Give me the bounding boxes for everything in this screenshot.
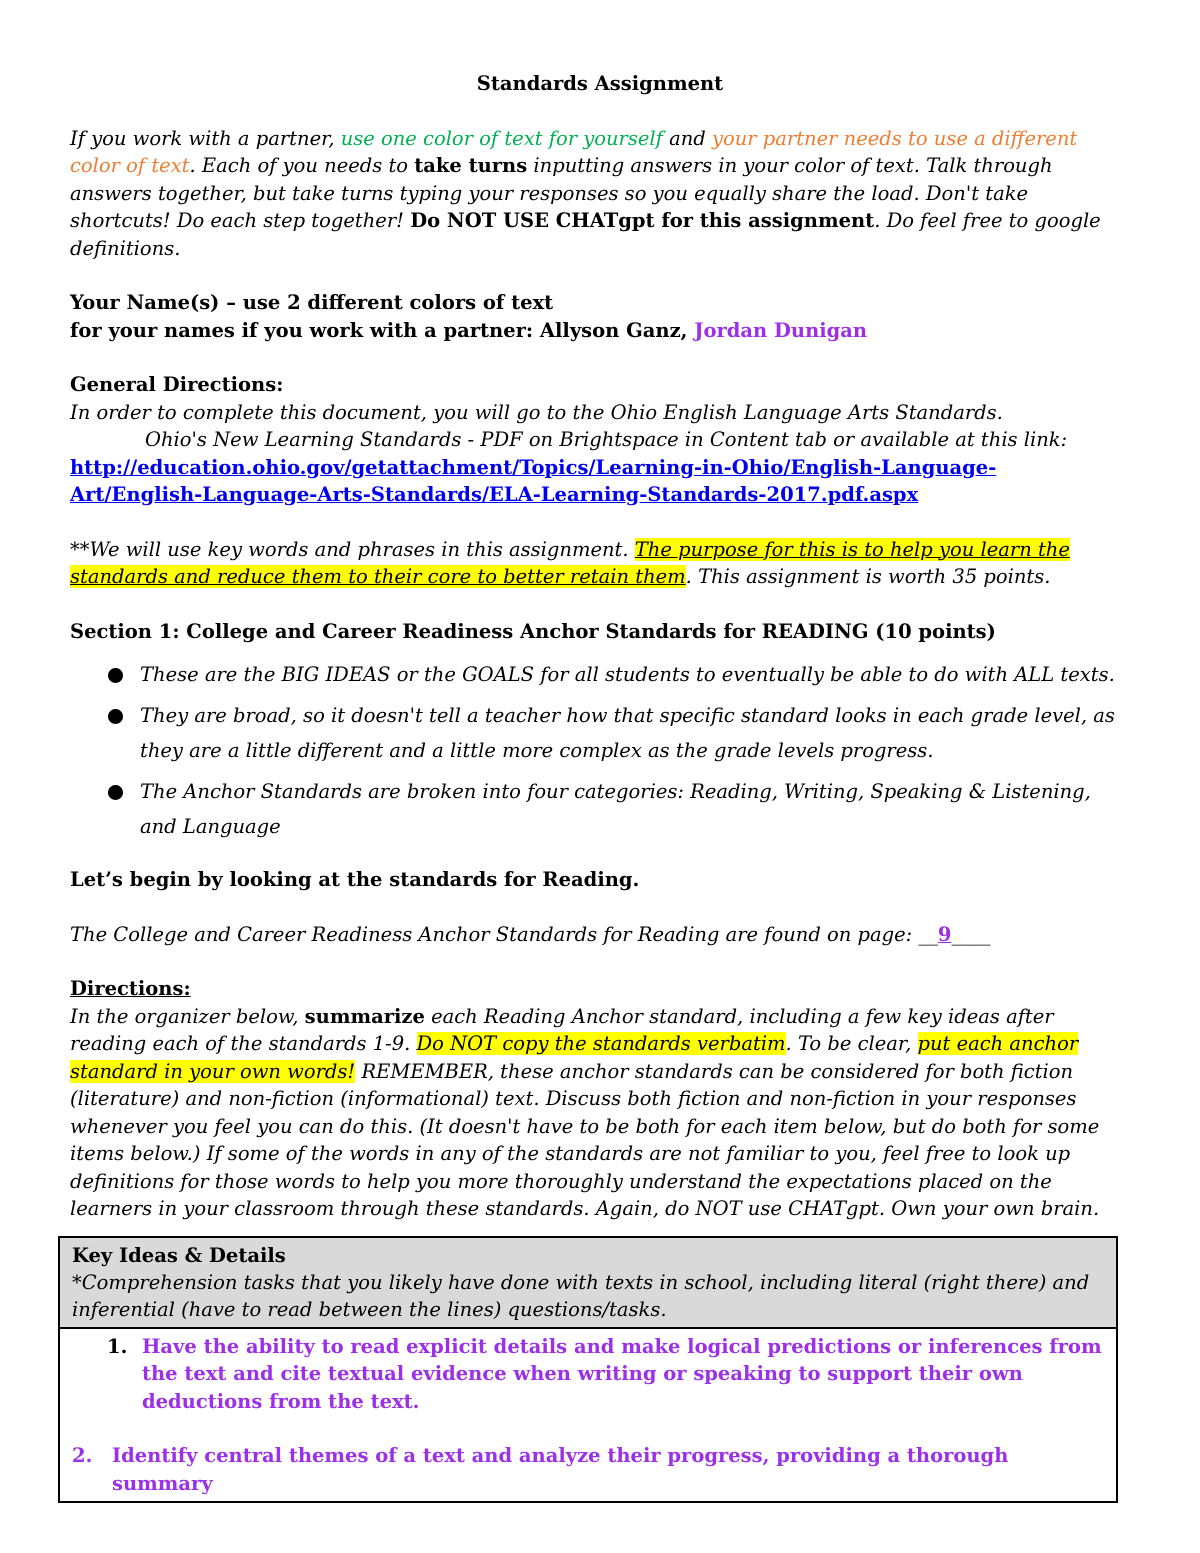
answer-item[interactable]: 2. Identify central themes of a text and analyze their progress, providing a thorough summary	[72, 1444, 1009, 1495]
names-label-line1: Your Name(s) – use 2 different colors of text	[70, 291, 554, 314]
bullet-dot-icon	[108, 709, 123, 724]
bullet-item: These are the BIG IDEAS or the GOALS for all students to eventually be able to do with ALL texts.	[70, 657, 1130, 692]
organizer-header	[59, 1237, 1117, 1328]
take-turns-emphasis: take turns	[414, 154, 528, 177]
bullet-item: They are broad, so it doesn't tell a teacher how that specific standard looks in each grade level, as they are a little different and a little more complex as the grade levels progress.	[70, 698, 1130, 768]
own-words-highlight: put each anchor standard in your own words!	[70, 1032, 1079, 1083]
green-text-instruction: use one color of text for yourself	[340, 126, 663, 150]
directions-heading: Directions:	[70, 977, 191, 1000]
purpose-highlight: The purpose for this is to help you learn the standards and reduce them to their core to better retain them	[70, 537, 1070, 588]
summarize-emphasis: summarize	[304, 1004, 425, 1028]
general-directions-line2: Ohio's New Learning Standards - PDF on Brightspace in Content tab or available at this link:	[145, 428, 1068, 451]
no-chatgpt-warning: Do NOT USE CHATgpt for this assignment	[410, 209, 875, 232]
organizer-heading: Key Ideas & Details	[72, 1243, 286, 1267]
document-page	[70, 70, 1130, 1503]
answer-item[interactable]: 1. Have the ability to read explicit details and make logical predictions or inferences from the text and cite textual evidence when writing or speaking to support their own deductions from the text.	[107, 1334, 1102, 1413]
begin-reading-line: Let’s begin by looking at the standards for Reading.	[70, 868, 640, 891]
general-directions-heading: General Directions:	[70, 373, 284, 396]
orange-text-instruction: your partner needs to use a different color of text	[70, 126, 1078, 177]
page-title: Standards Assignment	[476, 72, 724, 95]
page-number-answer[interactable]: 9	[937, 922, 952, 946]
organizer-subtext: *Comprehension tasks that you likely have done with texts in school, including literal (right there) and inferential (have to read between the lines) questions/tasks.	[72, 1270, 1090, 1321]
organizer-answer-cell[interactable]	[59, 1328, 1117, 1503]
partner-name[interactable]: Jordan Dunigan	[694, 318, 868, 342]
bullet-dot-icon	[108, 668, 123, 683]
names-label-line2: for your names if you work with a partner: Allyson Ganz, Jordan Dunigan	[70, 318, 868, 342]
no-verbatim-highlight: Do NOT copy the standards verbatim	[416, 1032, 786, 1055]
section1-bullet-list	[70, 657, 1130, 844]
page-found-line: The College and Career Readiness Anchor Standards for Reading are found on page: __9____	[70, 922, 991, 946]
general-directions-line1: In order to complete this document, you will go to the Ohio English Language Arts Standards.	[70, 400, 1003, 424]
key-ideas-organizer	[58, 1236, 1118, 1504]
section1-heading: Section 1: College and Career Readiness Anchor Standards for READING (10 points)	[70, 619, 996, 643]
bullet-item: The Anchor Standards are broken into four categories: Reading, Writing, Speaking & Listening, and Language	[70, 774, 1130, 844]
intro-paragraph: If you work with a partner, use one color of text for yourself and your partner needs to use a different color of text. Each of you needs to take turns inputting answers in your color of text. Talk through answers together, but take turns typing your responses so you equally share the load. Don't take shortcuts! Do each step together! Do NOT USE CHATgpt for this assignment. Do feel free to google definitions.	[70, 126, 1101, 260]
purpose-paragraph: **We will use key words and phrases in this assignment. The purpose for this is to help you learn the standards and reduce them to their core to better retain them. This assignment is worth 35 points.	[70, 537, 1070, 588]
bullet-dot-icon	[108, 785, 123, 800]
standards-link[interactable]: http://education.ohio.gov/getattachment/Topics/Learning-in-Ohio/English-Language- Art/English-Language-Arts-Standards/ELA-Learning-Standards-2017.pdf.aspx	[70, 455, 997, 506]
directions-paragraph: In the organizer below, summarize each Reading Anchor standard, including a few key ideas after reading each of the standards 1-9. Do NOT copy the standards verbatim. To be clear, put each anchor standard in your own words! REMEMBER, these anchor standards can be considered for both fiction (literature) and non-fiction (informational) text. Discuss both fiction and non-fiction in your responses whenever you feel you can do this. (It doesn't have to be both for each item below, but do both for some items below.) If some of the words in any of the standards are not familiar to you, feel free to look up definitions for those words to help you more thoroughly understand the expectations placed on the learners in your classroom through these standards. Again, do NOT use CHATgpt. Own your own brain.	[70, 1004, 1100, 1220]
